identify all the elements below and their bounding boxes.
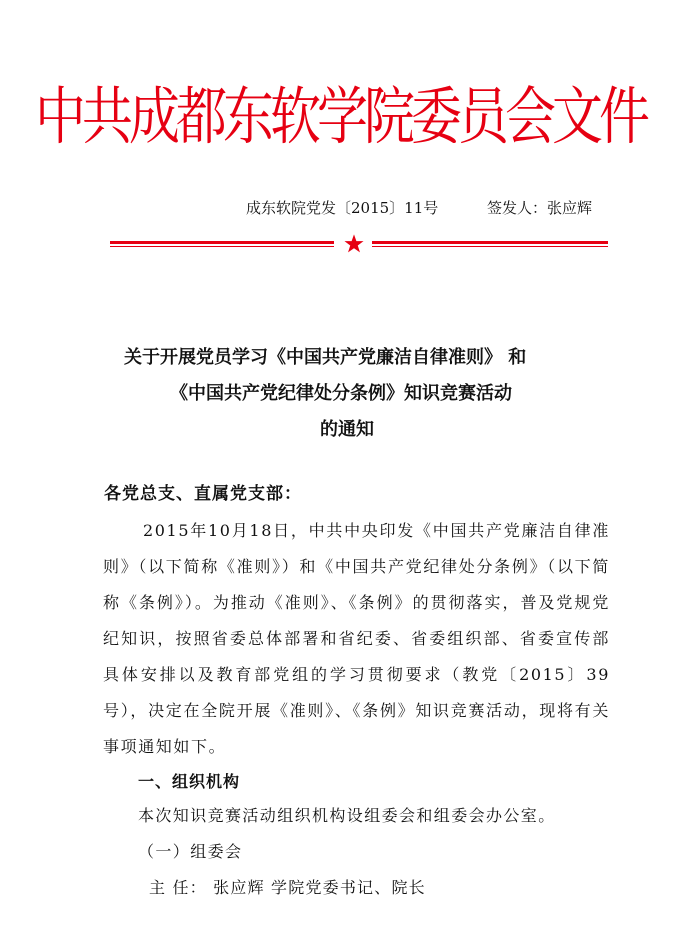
document-number: 成东软院党发〔2015〕11号 [246, 199, 439, 217]
intro-paragraph: 2015年10月18日，中共中央印发《中国共产党廉洁自律准则》（以下简称《准则》）和《中国共产党纪律处分条例》（以下简称《条例》）。为推动《准则》、《条例》的贯彻落实，普及党规党纪知识，按照省委总体部署和省纪委、省委组织部、省委宣传部具体安排以及教育部党组的学习贯彻要求（教党〔2015〕39号），决定在全院开展《准则》、《条例》知识竞赛活动，现将有关事项通知如下。 [103, 521, 610, 756]
notice-title-line-1: 关于开展党员学习《中国共产党廉洁自律准则》 和 [124, 347, 527, 368]
document-signer: 签发人：张应辉 [487, 199, 593, 217]
red-star-icon [343, 233, 365, 255]
separator-right-thin-line [372, 246, 608, 247]
red-separator [110, 234, 608, 256]
committee-chair-line: 主 任： 张应辉 学院党委书记、院长 [149, 878, 426, 897]
separator-left-thick-line [110, 241, 334, 244]
separator-right-thick-line [372, 241, 608, 244]
section-1-heading: 一、组织机构 [138, 772, 241, 791]
notice-title-line-2: 《中国共产党纪律处分条例》知识竞赛活动 [170, 383, 512, 404]
separator-left-thin-line [110, 246, 334, 247]
masthead-title: 中共成都东软学院委员会文件 [34, 82, 646, 154]
notice-title-line-3: 的通知 [320, 419, 374, 440]
salutation: 各党总支、直属党支部： [104, 484, 302, 504]
section-1-paragraph: 本次知识竞赛活动组织机构设组委会和组委会办公室。 [138, 806, 556, 825]
section-1-subheading: （一）组委会 [138, 842, 243, 861]
